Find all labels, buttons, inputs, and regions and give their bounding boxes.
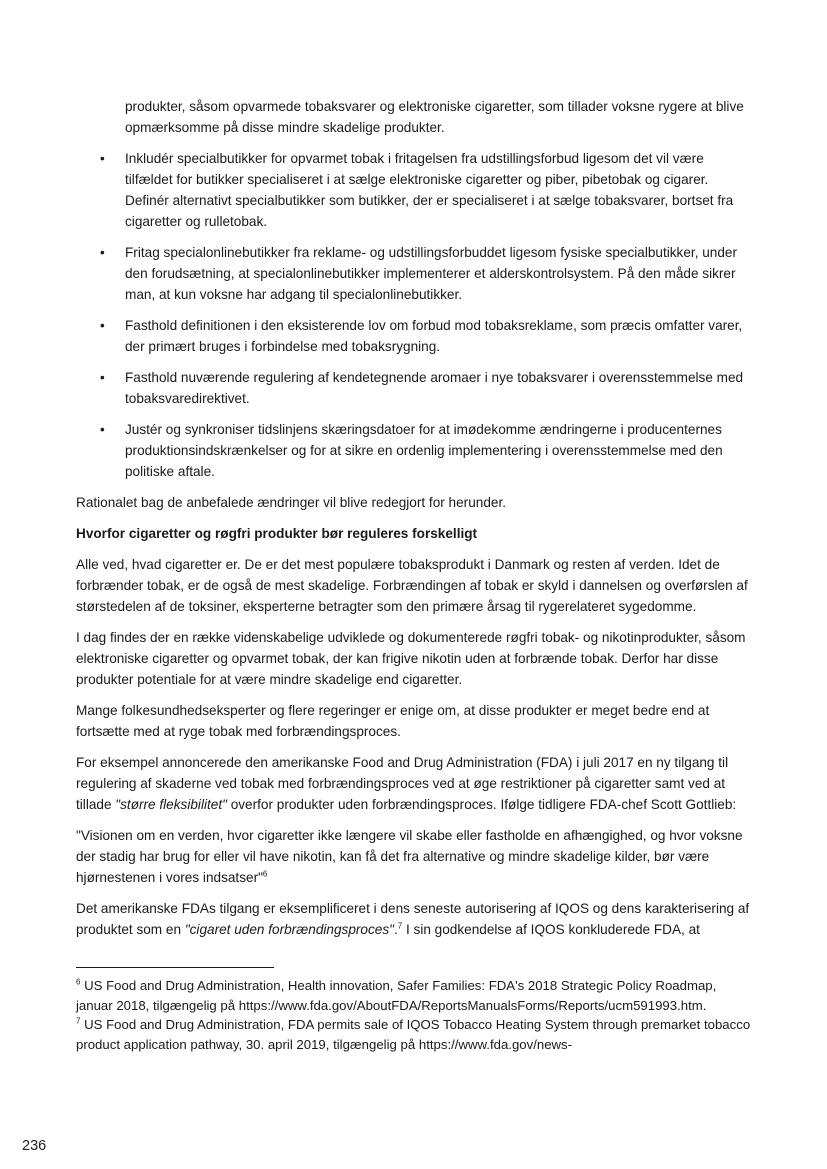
footnote-divider	[76, 967, 274, 968]
list-item-text: Justér og synkroniser tidslinjens skæringsdatoer for at imødekomme ændringerne i producenternes produktionsindskrænkelser og for at sikre en ordenlig implementering i overensstemmelse med den politiske aftale.	[125, 422, 723, 479]
footnote-number: 6	[76, 977, 81, 987]
bullet-icon: •	[100, 151, 105, 166]
list-item-text: Inkludér specialbutikker for opvarmet tobak i fritagelsen fra udstillingsforbud ligesom det vil være tilfældet for butikker specialiseret i at sælge elektroniske cigaretter og piber, pibetobak og cigarer. Definér alternativt specialbutikker som butikker, der er specialiseret i at sælge tobaksvarer, bortset fra cigaretter og rulletobak.	[125, 151, 734, 229]
paragraph-cigarettes: Alle ved, hvad cigaretter er. De er det mest populære tobaksprodukt i Danmark og resten af verden. Idet de forbrænder tobak, er de også de mest skadelige. Forbrændingen af tobak er skyld i dannelsen og overførslen af størstedelen af de toksiner, eksperterne betragter som den primære årsag til rygerelateret sygedomme.	[76, 557, 748, 614]
list-item	[76, 315, 752, 357]
footnote-text: US Food and Drug Administration, Health innovation, Safer Families: FDA's 2018 Strategic Policy Roadmap, januar 2018, tilgængelig på https://www.fda.gov/AboutFDA/ReportsManualsForms/Reports/ucm591993.htm.	[76, 978, 717, 1013]
list-item-text: Fasthold definitionen i den eksisterende lov om forbud mod tobaksreklame, som præcis omfatter varer, der primært bruges i forbindelse med tobaksrygning.	[125, 318, 743, 354]
list-item	[76, 242, 752, 305]
section-heading: Hvorfor cigaretter og røgfri produkter bør reguleres forskelligt	[76, 526, 478, 541]
text-run: Det amerikanske FDAs tilgang er eksemplificeret i dens seneste autorisering af IQOS og dens karakterisering af produktet som en	[76, 901, 750, 937]
paragraph-iqos	[76, 898, 752, 940]
text-run: I sin godkendelse af IQOS konkluderede FDA, at	[402, 922, 700, 937]
list-item	[76, 367, 752, 409]
footnote-text: US Food and Drug Administration, FDA permits sale of IQOS Tobacco Heating System through premarket tobacco product application pathway, 30. april 2019, tilgængelig på https://www.fda.gov/news-	[76, 1017, 751, 1052]
list-item-text: Fasthold nuværende regulering af kendetegnende aromaer i nye tobaksvarer i overensstemmelse med tobaksvaredirektivet.	[125, 370, 744, 406]
footnote-6	[76, 976, 752, 1015]
paragraph-smokefree-products: I dag findes der en række videnskabelige udviklede og dokumenterede røgfri tobak- og nikotinprodukter, såsom elektroniske cigaretter og opvarmet tobak, der kan frigive nikotin uden at forbrænde tobak. Derfor har disse produkter potentiale for at være mindre skadelige end cigaretter.	[76, 630, 746, 687]
footnote-ref: 6	[262, 869, 268, 879]
list-item	[76, 419, 752, 482]
text-run: overfor produkter uden forbrændingsproces. Ifølge tidligere FDA-chef Scott Gottlieb:	[226, 797, 737, 812]
quote-text: "Visionen om en verden, hvor cigaretter ikke længere vil skabe eller fastholde en afhængighed, og hvor voksne der stadig har brug for eller vil have nikotin, kan få det fra alternative og mindre skadelige kilder, bør være hjørnestenen i vores indsatser"	[76, 828, 743, 885]
text-run: For eksempel annoncerede den amerikanske Food and Drug Administration (FDA) i juli 2017 en ny tilgang til regulering af skaderne ved tobak med forbrændingsproces ved at øge restriktioner på cigaretter samt ved at tillade	[76, 755, 729, 812]
bullet-icon: •	[100, 245, 105, 260]
bullet-icon: •	[100, 370, 105, 385]
text-run: .	[393, 922, 398, 937]
paragraph-experts: Mange folkesundhedseksperter og flere regeringer er enige om, at disse produkter er meget bedre end at fortsætte med at ryge tobak med forbrændingsproces.	[76, 703, 710, 739]
emphasis-text: "cigaret uden forbrændingsproces"	[184, 922, 394, 937]
list-item	[76, 148, 752, 232]
bullet-icon: •	[100, 422, 105, 437]
page-number: 236	[22, 1138, 47, 1154]
page-body	[76, 96, 752, 950]
footnote-ref: 7	[397, 921, 403, 931]
quote-paragraph	[76, 825, 752, 888]
continuation-paragraph: produkter, såsom opvarmede tobaksvarer og elektroniske cigaretter, som tillader voksne rygere at blive opmærksomme på disse mindre skadelige produkter.	[125, 99, 744, 135]
emphasis-text: "større fleksibilitet"	[115, 797, 227, 812]
footnote-7	[76, 1015, 752, 1054]
recommendation-list	[76, 148, 752, 482]
footnotes	[76, 967, 752, 1054]
footnote-number: 7	[76, 1016, 81, 1026]
rationale-paragraph: Rationalet bag de anbefalede ændringer vil blive redegjort for herunder.	[76, 495, 506, 510]
list-item-text: Fritag specialonlinebutikker fra reklame- og udstillingsforbuddet ligesom fysiske specialbutikker, under den forudsætning, at specialonlinebutikker implementerer et alderskontrolsystem. På den måde sikrer man, at kun voksne har adgang til specialonlinebutikker.	[125, 245, 738, 302]
bullet-icon: •	[100, 318, 105, 333]
paragraph-fda-approach	[76, 752, 752, 815]
